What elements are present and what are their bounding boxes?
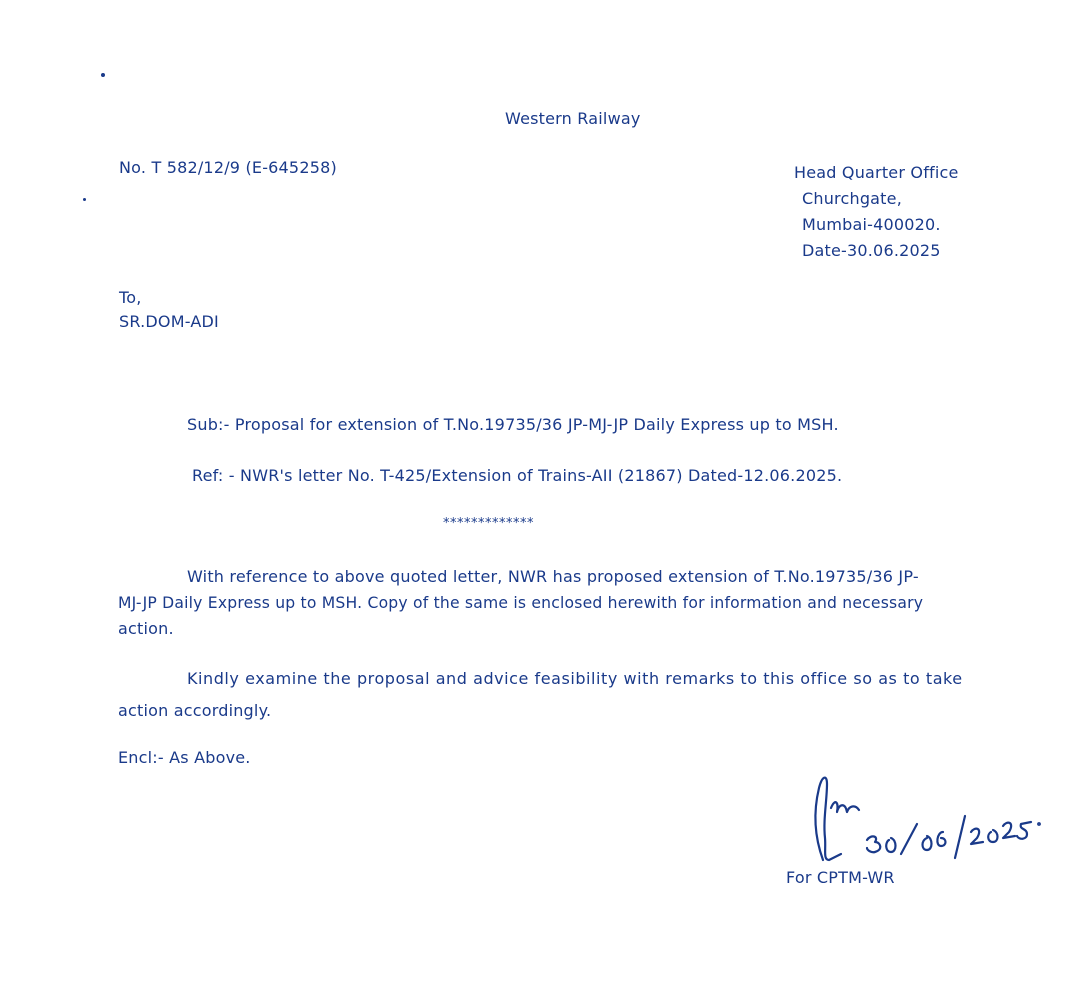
- office-address-line-2: Churchgate,: [802, 189, 902, 208]
- separator-asterisks: *************: [443, 516, 534, 531]
- letter-date: Date-30.06.2025: [802, 241, 941, 260]
- letter-number: No. T 582/12/9 (E-645258): [119, 158, 337, 177]
- body-paragraph-2-line-1: Kindly examine the proposal and advice feasibility with remarks to this office so as to take: [187, 669, 963, 688]
- recipient-salutation: To,: [119, 288, 142, 307]
- body-paragraph-1-line-1: With reference to above quoted letter, NWR has proposed extension of T.No.19735/36 JP-: [187, 567, 919, 586]
- body-paragraph-1-line-2: MJ-JP Daily Express up to MSH. Copy of the same is enclosed herewith for information and necessary: [118, 594, 924, 612]
- signatory-designation: For CPTM-WR: [786, 868, 895, 887]
- subject-line: Sub:- Proposal for extension of T.No.19735/36 JP-MJ-JP Daily Express up to MSH.: [187, 415, 839, 434]
- scan-mark-dot: [83, 198, 86, 201]
- body-paragraph-2-line-2: action accordingly.: [118, 701, 272, 720]
- recipient-name: SR.DOM-ADI: [119, 312, 219, 331]
- body-paragraph-1-line-3: action.: [118, 619, 174, 638]
- organization-heading: Western Railway: [505, 109, 641, 128]
- office-address-line-1: Head Quarter Office: [794, 163, 959, 182]
- handwritten-signature: [805, 768, 1045, 873]
- enclosure-note: Encl:- As Above.: [118, 748, 251, 767]
- reference-line: Ref: - NWR's letter No. T-425/Extension of Trains-AII (21867) Dated-12.06.2025.: [192, 466, 843, 485]
- scan-mark-dot: [101, 73, 105, 77]
- office-address-line-3: Mumbai-400020.: [802, 215, 941, 234]
